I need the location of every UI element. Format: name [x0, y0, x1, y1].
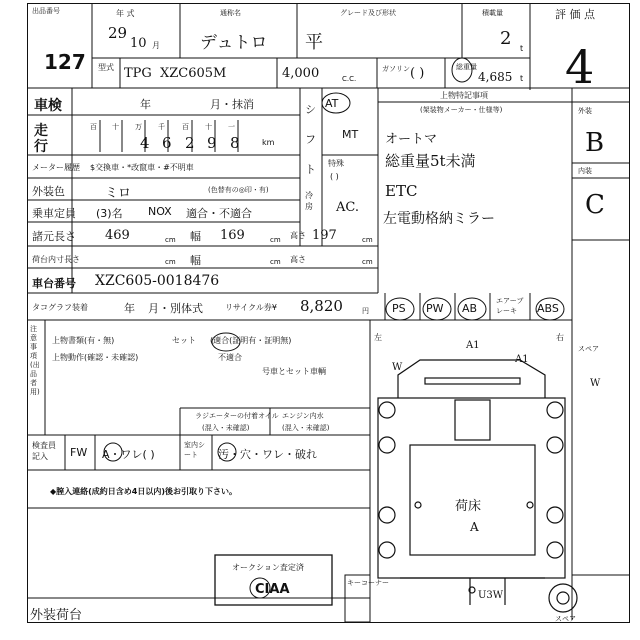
checker-seat-value: 汚・穴・ワレ・破れ — [218, 448, 317, 461]
color-label: 外装色 — [32, 185, 65, 198]
recycle-label: リサイクル券¥ — [225, 303, 277, 312]
interior-grade: C — [585, 190, 605, 220]
stamp-logo: CIAA — [255, 582, 290, 597]
score-label: 評 価 点 — [555, 8, 595, 21]
special-line-4: 左電動格納ミラー — [383, 211, 495, 227]
notes-set-options: (適合(証明有・証明無) — [210, 336, 292, 345]
recycle-unit: 円 — [362, 307, 369, 315]
truck-diagram — [378, 360, 577, 612]
lot-number: 127 — [44, 50, 86, 74]
dimensions-height-unit: cm — [362, 236, 373, 244]
recycle-value: 8,820 — [300, 297, 343, 315]
mileage-unit-man: 万 — [135, 123, 142, 131]
seats-label: 乗車定員 — [32, 207, 76, 220]
checker-seat-label: 室内シート — [184, 441, 205, 459]
cargo-length-unit: cm — [165, 258, 176, 266]
mileage-unit-thousand: 千 — [158, 123, 165, 131]
diagram-right: 右 — [556, 333, 564, 342]
color-value: ミロ — [105, 186, 132, 201]
checker-fw: FW — [70, 446, 88, 459]
diagram-mark-w-left: W — [392, 362, 403, 373]
cargo-width-label: 幅 — [190, 254, 201, 267]
notes-set-no: 不適合 — [218, 353, 242, 362]
radiator-label: ラジエーターの付着オイル — [195, 412, 279, 420]
mileage-digit-2: 6 — [162, 134, 172, 152]
fuel-value: ( ) — [410, 66, 425, 81]
total-weight-unit: t — [520, 74, 524, 83]
mileage-unit-ten: 十 — [205, 123, 212, 131]
displacement-unit: C.C. — [342, 75, 357, 83]
engine-label: エンジン内水 — [282, 412, 324, 420]
notes-action: 上物動作(確認・未確認) — [52, 353, 139, 362]
inspection-year: 年 — [140, 98, 151, 111]
equip-air-brake: エアーブレーキ — [496, 297, 524, 315]
year-month-unit: 月 — [152, 41, 160, 50]
mileage-unit: km — [262, 138, 275, 147]
equip-pw: PW — [426, 302, 444, 315]
shift-mt: MT — [342, 128, 359, 141]
mileage-unit-ten-thousand: 十 — [112, 123, 119, 131]
year-value: 29 — [108, 24, 128, 42]
checker-fw-value: A・ワレ( ) — [102, 448, 155, 461]
inspection-month: 月・抹消 — [210, 98, 254, 111]
grade-value: 平 — [305, 32, 323, 53]
dimensions-width: 169 — [220, 228, 245, 243]
chassis-label: 車台番号 — [32, 277, 76, 290]
mileage-unit-hundred: 百 — [182, 123, 189, 131]
displacement-value: 4,000 — [282, 66, 320, 81]
car-name-label: 通称名 — [220, 9, 241, 17]
shift-label: シフト — [305, 103, 316, 176]
car-name-value: デュトロ — [200, 33, 268, 53]
chassis-value: XZC605-0018476 — [95, 273, 220, 289]
notes-set: セット — [172, 336, 196, 345]
mileage-digit-4: 9 — [207, 134, 217, 152]
diagram-mark-a1-top: A1 — [466, 340, 480, 351]
mileage-digit-3: 2 — [185, 134, 195, 152]
dimensions-height: 197 — [312, 228, 337, 243]
dimensions-label: 諸元長さ — [32, 230, 76, 243]
dimensions-width-label: 幅 — [190, 230, 201, 243]
model-label: 型式 — [98, 63, 114, 72]
tachograph-year: 年 — [124, 302, 135, 315]
inspection-label: 車検 — [34, 98, 62, 114]
equip-ps: PS — [392, 302, 406, 315]
footer-note: 外装荷台 — [30, 608, 83, 623]
mileage-label: 走行 — [34, 123, 48, 155]
special-line-2: 総重量5t未満 — [385, 152, 476, 170]
fuel-label: ガソリン — [382, 65, 410, 73]
cargo-width-unit: cm — [270, 258, 281, 266]
stamp-title: オークション査定済 — [232, 563, 304, 572]
ac-value: AC. — [336, 200, 360, 215]
engine-value: (混入・未確認) — [282, 424, 330, 432]
checker-label: 検査員記入 — [32, 441, 56, 461]
special-subtitle: (架装物メーカー・仕様等) — [420, 106, 503, 114]
equip-ab: AB — [462, 302, 478, 315]
mileage-digit-1: 4 — [140, 134, 150, 152]
diagram-spare-label: スペア — [555, 615, 576, 623]
ac-label: 冷房 — [305, 191, 313, 211]
dimensions-width-unit: cm — [270, 236, 281, 244]
diagram-mark-w-right: W — [590, 378, 601, 389]
radiator-value: (混入・未確認) — [202, 424, 250, 432]
cargo-label: 荷台内寸長さ — [32, 255, 80, 264]
tokushu-label: 特殊 — [328, 159, 344, 168]
diagram-bottom-mark: U3W — [478, 590, 504, 601]
diagram-left: 左 — [374, 333, 382, 342]
total-weight-value: 4,685 — [478, 70, 513, 84]
diagram-mark-a1-right: A1 — [515, 354, 529, 365]
mileage-unit-one: 一 — [228, 123, 235, 131]
mileage-digit-5: 8 — [230, 134, 240, 152]
dimensions-length-unit: cm — [165, 236, 176, 244]
tachograph-label: タコグラフ装着 — [32, 303, 88, 312]
year-month: 10 — [130, 36, 147, 51]
tachograph-month: 月・別体式 — [148, 302, 203, 315]
notes-label: 注意事項(出品者用) — [30, 325, 40, 396]
capacity-unit: t — [520, 44, 524, 53]
notes-docs: 上物書類(有・無) — [52, 336, 115, 345]
exterior-grade: B — [585, 128, 605, 158]
nox-label: NOX — [148, 205, 172, 218]
nox-value: 適合・不適合 — [186, 207, 252, 220]
exterior-label: 外装 — [578, 107, 592, 115]
year-label: 年 式 — [116, 9, 135, 18]
shift-at: AT — [325, 97, 339, 110]
cargo-height-label: 高さ — [290, 255, 306, 264]
diagram-center-note: 荷床 — [455, 499, 482, 514]
total-weight-label: 総重量 — [456, 63, 477, 71]
mileage-unit-hundred-thousand: 百 — [90, 123, 97, 131]
special-title: 上物特記事項 — [440, 91, 488, 100]
key-corner: キーコーナー — [347, 579, 389, 587]
diagram-center-grade: A — [470, 520, 479, 534]
color-note: (色替有の◎印・有) — [208, 186, 269, 194]
seats-value: (3)名 — [96, 207, 123, 220]
equip-abs: ABS — [537, 302, 559, 315]
grade-label: グレード及び形状 — [340, 9, 396, 17]
tokushu-value: ( ) — [330, 172, 339, 181]
interior-label: 内装 — [578, 167, 592, 175]
meter-items: $交換車・*改竄車・#不明車 — [90, 163, 194, 172]
notes-set-car: 号車とセット車輌 — [262, 367, 326, 376]
score-value: 4 — [565, 40, 595, 94]
special-line-3: ETC — [385, 182, 418, 200]
diagram-mark-spare: スペア — [578, 345, 599, 353]
model-value: XZC605M — [160, 66, 227, 81]
capacity-label: 積載量 — [482, 9, 503, 17]
warning-text: ◆膣入連絡(成約日含め4日以内)後お引取り下さい。 — [50, 487, 238, 496]
special-line-1: オートマ — [385, 132, 438, 147]
dimensions-height-label: 高さ — [290, 231, 306, 240]
model-prefix: TPG — [124, 66, 152, 81]
cargo-height-unit: cm — [362, 258, 373, 266]
lot-label: 出品番号 — [32, 7, 60, 15]
capacity-value: 2 — [500, 28, 512, 49]
dimensions-length: 469 — [105, 228, 130, 243]
meter-label: メーター履歴 — [32, 163, 80, 172]
